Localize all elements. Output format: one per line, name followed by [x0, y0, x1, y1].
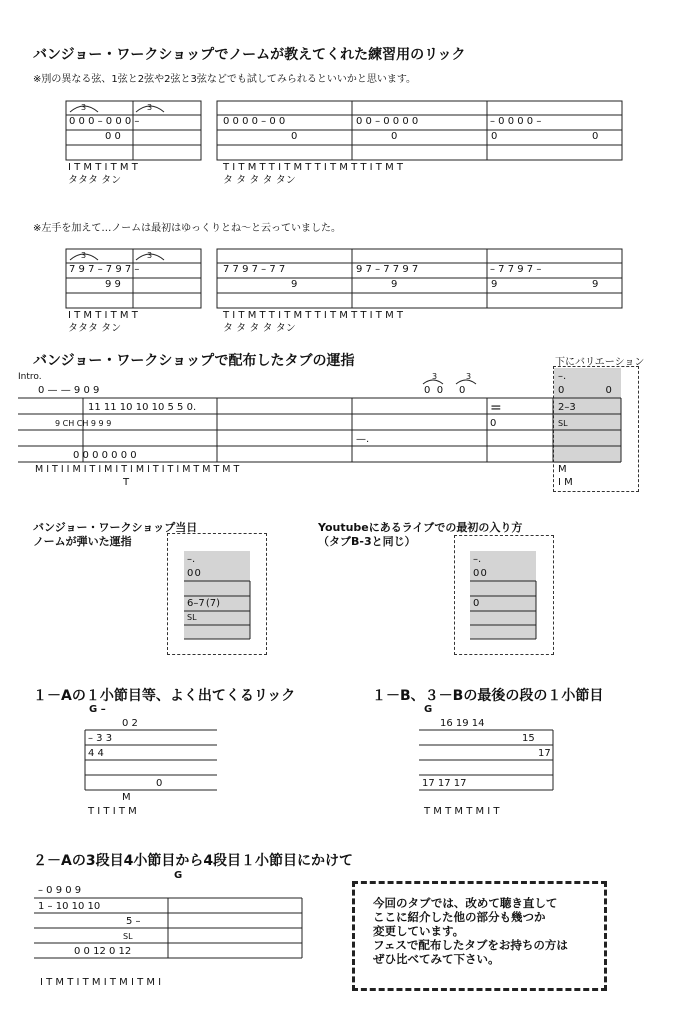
- intro-fingering: M I T I I M I T I M I T I M I T I T I M T M T M T: [35, 464, 240, 475]
- triplet-mark: 3: [147, 251, 153, 260]
- youtube-s2: 0: [473, 598, 480, 609]
- tab1-string2-note: 0: [391, 131, 398, 142]
- tab2-rhythm-left: タタタ タン: [68, 323, 122, 334]
- transition-s1: 1 – 10 10 10: [38, 901, 101, 912]
- section-title-workshop-tab: バンジョー・ワークショップで配布したタブの運指: [33, 353, 355, 369]
- youtube-label: Youtubeにあるライブでの最初の入り方: [318, 521, 523, 534]
- tab2-string1-bar1: 7 7 9 7 – 7 7: [223, 264, 286, 275]
- tab1-string1-bar1: 0 0 0 0 – 0 0: [223, 116, 286, 127]
- lick-b-chord: G: [424, 704, 433, 715]
- variation-s1: 0 0: [558, 385, 612, 396]
- transition-s0: – 0 9 0 9: [38, 885, 82, 896]
- note-left-hand: ※左手を加えて…ノームは最初はゆっくりとね～と云っていました。: [33, 223, 341, 234]
- tab1-rhythm-right: タ タ タ タ タン: [223, 175, 296, 186]
- tab2-rhythm-right: タ タ タ タ タン: [223, 323, 296, 334]
- triplet-mark: 3: [147, 103, 153, 112]
- tab1-fingering-right: T I T M T T I T M T T I T M T T I T M T: [223, 162, 404, 173]
- intro-equal-sign: =: [490, 400, 502, 416]
- lick-a-M: M: [122, 792, 131, 803]
- transition-fingering: I T M T I T M I T M I T M I: [40, 977, 162, 988]
- revision-note-line: ここに紹介した他の部分も幾つか: [373, 910, 546, 924]
- lick-a-s2: – 3 3: [88, 733, 113, 744]
- transition-s2: 5 –: [126, 916, 141, 927]
- lick-b-s3: 17: [538, 748, 551, 759]
- transition-s5: 0 0 12 0 12: [74, 946, 132, 957]
- variation-fingering: I M: [558, 477, 573, 488]
- workshop-day-label-2: ノームが弾いた運指: [33, 535, 132, 548]
- tab2-string2-note: 9: [391, 279, 398, 290]
- variation-label: 下にバリエーション: [555, 357, 645, 368]
- variation-s0: –.: [558, 371, 567, 382]
- tab2-string1-bar3: – 7 7 9 7 –: [490, 264, 542, 275]
- variation-s2: 2–3: [558, 402, 576, 413]
- lick-a-fingering: T I T I T M: [88, 806, 137, 817]
- tab2-string2-note: 9: [491, 279, 498, 290]
- revision-note-box: [352, 881, 607, 991]
- revision-note-line: フェスで配布したタブをお持ちの方は: [373, 938, 568, 952]
- lick-a-s3: 4 4: [88, 748, 104, 759]
- section-title-common-lick: １－Aの１小節目等、よく出てくるリック: [33, 688, 296, 704]
- tab2-fingering-left: I T M T I T M T: [68, 310, 138, 321]
- intro-s3-right: 0: [490, 418, 497, 429]
- lick-b-s5: 17 17 17: [422, 778, 467, 789]
- youtube-label-2: （タブB-3と同じ）: [318, 535, 416, 548]
- tab1-fingering-left: I T M T I T M T: [68, 162, 138, 173]
- transition-s3: SL: [123, 932, 133, 941]
- triplet-mark: 3: [81, 251, 87, 260]
- transition-chord: G: [174, 870, 183, 881]
- workshop-day-s1: 0 0: [187, 568, 201, 579]
- revision-note-line: 今回のタブでは、改めて聴き直して: [373, 896, 558, 910]
- intro-fingering-T: T: [123, 477, 130, 488]
- note-try-other-strings: ※別の異なる弦、1弦と2弦や2弦と3弦などでも試してみられるといいかと思います。: [33, 74, 417, 85]
- intro-string2: 11 11 10 10 10 5 5 0.: [88, 402, 197, 413]
- workshop-day-label: バンジョー・ワークショップ当日: [33, 521, 198, 534]
- lick-a-s1: 0 2: [122, 718, 138, 729]
- triplet-mark: 3: [432, 372, 438, 381]
- intro-string3: 9 CH CH 9 9 9: [55, 419, 112, 428]
- lick-b-s2: 15: [522, 733, 535, 744]
- tab2-string2-left: 9 9: [105, 279, 121, 290]
- workshop-day-s2: 6–7 (7): [187, 598, 221, 609]
- section-title-last-row: １－B、３－Bの最後の段の１小節目: [372, 688, 604, 704]
- tab1-string1-bar3: – 0 0 0 0 –: [490, 116, 542, 127]
- variation-s3: SL: [558, 419, 568, 428]
- youtube-s1: 0 0: [473, 568, 487, 579]
- triplet-mark: 3: [81, 103, 87, 112]
- intro-string5: 0 0 0 0 0 0 0: [73, 450, 137, 461]
- intro-string4: —.: [356, 434, 370, 445]
- tab2-string2-note: 9: [592, 279, 599, 290]
- tab2-string1-left: 7 9 7 – 7 9 7 –: [69, 264, 140, 275]
- intro-label: Intro.: [18, 372, 42, 382]
- youtube-s0: –.: [473, 554, 482, 565]
- intro-string1: 0 — — 9 0 9: [38, 385, 100, 396]
- revision-note-line: 変更しています。: [373, 924, 465, 938]
- tab1-rhythm-left: タタタ タン: [68, 175, 122, 186]
- lick-a-s5: 0: [156, 778, 163, 789]
- lick-b-s1: 16 19 14: [440, 718, 485, 729]
- tab1-string2-note: 0: [291, 131, 298, 142]
- tab1-string1-bar2: 0 0 – 0 0 0 0: [356, 116, 419, 127]
- intro-s1-notes-right: 0 0 0: [424, 385, 466, 396]
- workshop-day-s0: –.: [187, 554, 196, 565]
- tab1-string2-note: 0: [592, 131, 599, 142]
- variation-fingering-M: M: [558, 464, 567, 475]
- tab1-string1-left: 0 0 0 – 0 0 0 –: [69, 116, 140, 127]
- tab1-string2-note: 0: [491, 131, 498, 142]
- section-title-workshop-licks: バンジョー・ワークショップでノームが教えてくれた練習用のリック: [33, 47, 466, 63]
- revision-note-line: ぜひ比べてみて下さい。: [373, 952, 500, 966]
- section-title-transition: ２－Aの3段目4小節目から4段目１小節目にかけて: [33, 853, 354, 869]
- workshop-day-s3: SL: [187, 613, 197, 622]
- lick-b-fingering: T M T M T M I T: [424, 806, 500, 817]
- tab1-string2-left: 0 0: [105, 131, 121, 142]
- tab2-fingering-right: T I T M T T I T M T T I T M T T I T M T: [223, 310, 404, 321]
- triplet-mark: 3: [466, 372, 472, 381]
- tab2-string1-bar2: 9 7 – 7 7 9 7: [356, 264, 419, 275]
- lick-a-chord: G –: [89, 704, 106, 715]
- tab2-string2-note: 9: [291, 279, 298, 290]
